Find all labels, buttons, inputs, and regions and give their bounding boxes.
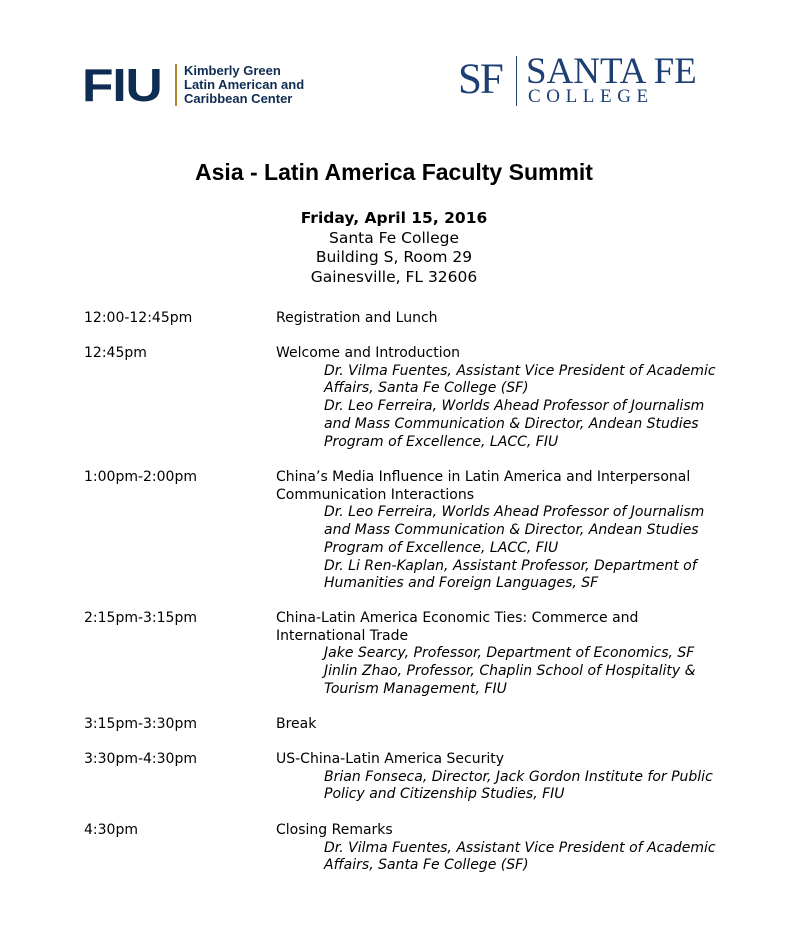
fiu-logo-line: Caribbean Center: [184, 91, 293, 106]
speaker: Dr. Leo Ferreira, Worlds Ahead Professor of Journalism and Mass Communication & Director, Andean Studies Program of Excellence, LACC, FIU: [324, 398, 705, 450]
schedule-event-title: China’s Media Influence in Latin America and Interpersonal Communication Interactions: [276, 469, 691, 503]
schedule-event-title: Closing Remarks: [276, 822, 393, 838]
event-info: [0, 209, 788, 287]
schedule-session: [276, 469, 716, 593]
speaker-list: [276, 840, 716, 875]
schedule-event-title: Welcome and Introduction: [276, 345, 461, 361]
speaker-list: [276, 363, 716, 452]
schedule-event-title: Registration and Lunch: [276, 310, 438, 326]
schedule-event-title: US-China-Latin America Security: [276, 751, 504, 767]
schedule-time: 2:15pm-3:15pm: [84, 610, 197, 626]
santa-fe-logo-name: SANTA FE: [526, 51, 697, 92]
page-title: Asia - Latin America Faculty Summit: [195, 159, 593, 185]
fiu-logo-line: Latin American and: [184, 77, 305, 92]
schedule-time: 4:30pm: [84, 822, 138, 838]
speaker-list: [276, 645, 716, 698]
fiu-logo-text: [184, 64, 384, 106]
schedule-session: [276, 310, 716, 328]
speaker: Jake Searcy, Professor, Department of Economics, SF: [324, 645, 695, 662]
speaker-list: [276, 769, 716, 804]
fiu-logo-mark: FIU: [82, 59, 162, 111]
schedule-event-title: Break: [276, 716, 317, 732]
schedule-session: [276, 716, 716, 734]
speaker: Dr. Vilma Fuentes, Assistant Vice President of Academic Affairs, Santa Fe College (SF): [324, 839, 716, 874]
fiu-logo-divider: [175, 64, 177, 106]
speaker: Jinlin Zhao, Professor, Chaplin School of Hospitality & Tourism Management, FIU: [324, 663, 696, 697]
event-room: Building S, Room 29: [315, 248, 473, 266]
speaker-list: [276, 504, 716, 593]
schedule-event-title: China-Latin America Economic Ties: Commerce and International Trade: [276, 610, 639, 644]
schedule-session: [276, 610, 716, 699]
event-venue: Santa Fe College: [328, 228, 460, 247]
speaker: Dr. Li Ren-Kaplan, Assistant Professor, Department of Humanities and Foreign Languages, SF: [324, 557, 697, 592]
santa-fe-logo-divider: [516, 56, 517, 106]
schedule-time: 3:30pm-4:30pm: [84, 751, 197, 767]
schedule-time: 12:45pm: [84, 345, 147, 361]
santa-fe-logo-subtitle: COLLEGE: [528, 86, 654, 107]
fiu-logo-line: Kimberly Green: [184, 63, 281, 78]
schedule-session: [276, 822, 716, 875]
schedule-session: [276, 751, 716, 804]
schedule-time: 3:15pm-3:30pm: [84, 716, 197, 732]
speaker: Dr. Leo Ferreira, Worlds Ahead Professor of Journalism and Mass Communication & Director, Andean Studies Program of Excellence, LACC, FIU: [324, 504, 705, 556]
speaker: Dr. Vilma Fuentes, Assistant Vice President of Academic Affairs, Santa Fe College (SF): [324, 362, 716, 397]
event-city: Gainesville, FL 32606: [310, 267, 478, 286]
schedule-time: 1:00pm-2:00pm: [84, 469, 197, 485]
event-date: Friday, April 15, 2016: [300, 209, 488, 227]
speaker: Brian Fonseca, Director, Jack Gordon Institute for Public Policy and Citizenship Studies, FIU: [324, 768, 713, 803]
schedule-time: 12:00-12:45pm: [84, 310, 193, 326]
santa-fe-logo-mark: SF: [458, 56, 502, 103]
schedule-session: [276, 345, 716, 451]
